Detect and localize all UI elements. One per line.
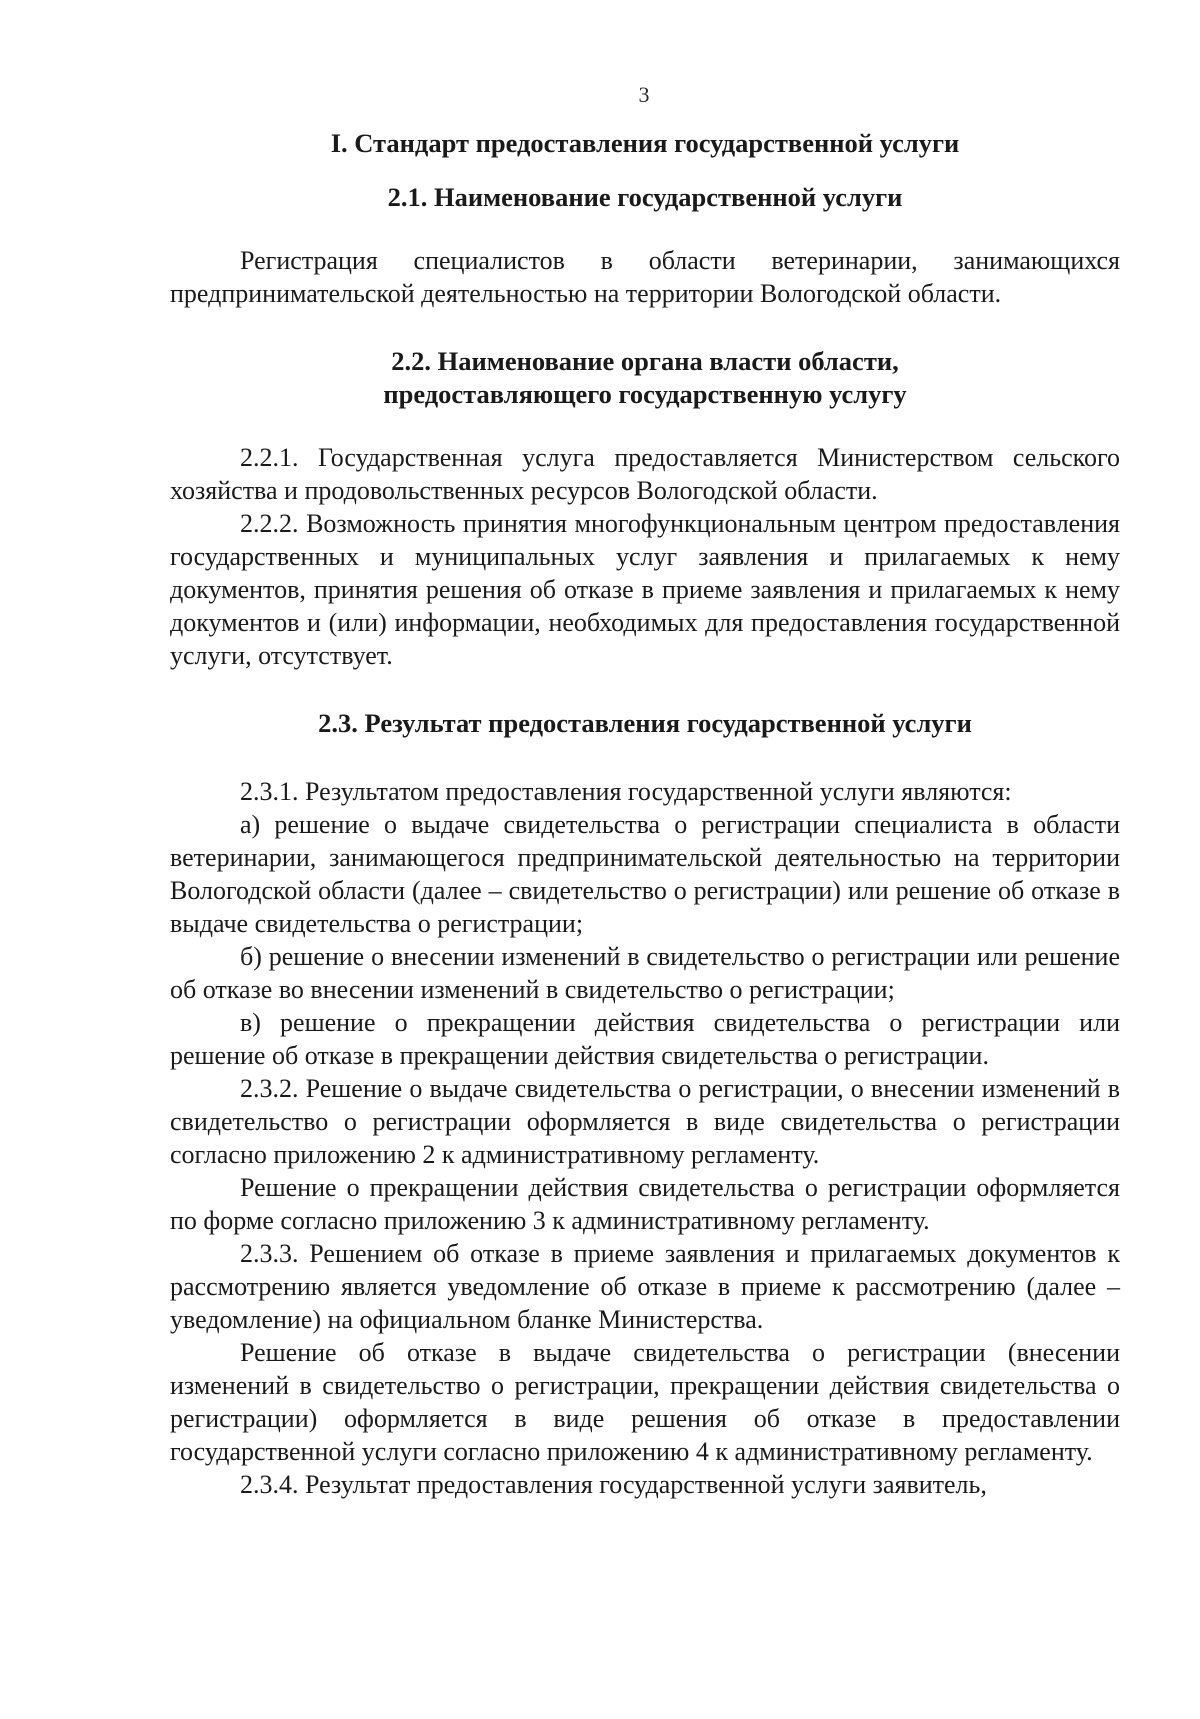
paragraph: Решение об отказе в выдаче свидетельства о регистрации (внесении изменений в свидетельство о регистрации, прекращении действия свидетельства о регистрации) оформляется в виде решения об отказе в предоставлении государственной услуги согласно приложению 4 к административному регламенту. — [170, 1338, 1120, 1466]
paragraph: 2.3.3. Решением об отказе в приеме заявления и прилагаемых документов к рассмотрению является уведомление об отказе в приеме к рассмотрению (далее – уведомление) на официальном бланке Министерства. — [170, 1239, 1120, 1334]
heading-line: 2.2. Наименование органа власти области, — [391, 346, 899, 376]
section-2-3-heading: 2.3. Результат предоставления государственной услуги — [318, 708, 972, 738]
paragraph: а) решение о выдаче свидетельства о регистрации специалиста в области ветеринарии, занимающегося предпринимательской деятельностью на территории Вологодской области (далее – свидетельство о регистрации) или решение об отказе в выдаче свидетельства о регистрации; — [170, 810, 1120, 938]
section-2-2-heading — [170, 345, 1120, 411]
paragraph: 2.3.2. Решение о выдаче свидетельства о регистрации, о внесении изменений в свидетельство о регистрации оформляется в виде свидетельства о регистрации согласно приложению 2 к административному регламенту. — [170, 1074, 1120, 1169]
paragraph: 2.3.1. Результатом предоставления государственной услуги являются: — [240, 777, 1012, 806]
paragraph: в) решение о прекращении действия свидетельства о регистрации или решение об отказе в прекращении действия свидетельства о регистрации. — [170, 1008, 1120, 1070]
heading-line: предоставляющего государственную услугу — [383, 379, 907, 409]
paragraph: б) решение о внесении изменений в свидетельство о регистрации или решение об отказе во внесении изменений в свидетельство о регистрации; — [170, 942, 1120, 1004]
document-title: I. Стандарт предоставления государственной услуги — [330, 128, 960, 158]
paragraph: Регистрация специалистов в области ветеринарии, занимающихся предпринимательской деятельностью на территории Вологодской области. — [170, 246, 1120, 308]
page-number: 3 — [638, 82, 650, 107]
paragraph: Решение о прекращении действия свидетельства о регистрации оформляется по форме согласно приложению 3 к административному регламенту. — [170, 1173, 1120, 1235]
section-2-1-heading: 2.1. Наименование государственной услуги — [387, 182, 903, 212]
paragraph: 2.3.4. Результат предоставления государственной услуги заявитель, — [240, 1470, 987, 1499]
document-body — [170, 122, 1120, 1501]
paragraph: 2.2.1. Государственная услуга предоставляется Министерством сельского хозяйства и продовольственных ресурсов Вологодской области. — [170, 443, 1120, 505]
paragraph: 2.2.2. Возможность принятия многофункциональным центром предоставления государственных и муниципальных услуг заявления и прилагаемых к нему документов, принятия решения об отказе в приеме заявления и прилагаемых к нему документов и (или) информации, необходимых для предоставления государственной услуги, отсутствует. — [170, 509, 1120, 670]
